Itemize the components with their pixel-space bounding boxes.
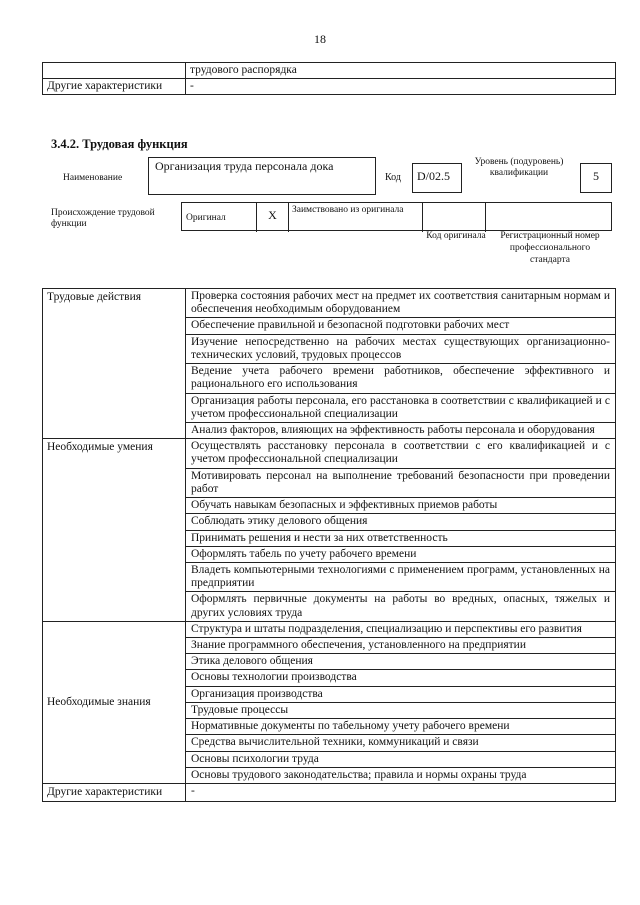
skills-item: Мотивировать персонал на выполнение требований безопасности при проведении работ [186, 468, 616, 497]
registration-caption: Регистрационный номер профессионального стандарта [500, 231, 600, 265]
knowledge-item: Основы технологии производства [186, 670, 616, 686]
actions-item: Ведение учета рабочего времени работников, обеспечение эффективного и рационального его использования [186, 364, 616, 393]
registration-number-cell [486, 203, 613, 232]
section-heading: 3.4.2. Трудовая функция [51, 137, 188, 151]
knowledge-item: Трудовые процессы [186, 702, 616, 718]
original-label: Оригинал [182, 203, 257, 232]
actions-category-label: Трудовые действия [43, 289, 186, 439]
table-row [43, 79, 616, 95]
table-row [43, 439, 616, 468]
skills-category-label: Необходимые умения [43, 439, 186, 622]
actions-item: Обеспечение правильной и безопасной подготовки рабочих мест [186, 318, 616, 334]
skills-item: Обучать навыкам безопасных и эффективных приемов работы [186, 498, 616, 514]
knowledge-item: Нормативные документы по табельному учету рабочего времени [186, 719, 616, 735]
table-row [43, 289, 616, 318]
borrowed-label: Заимствовано из оригинала [289, 203, 423, 232]
labor-function-table-body [43, 289, 616, 802]
knowledge-item: Знание программного обеспечения, установленного на предприятии [186, 638, 616, 654]
knowledge-item: Средства вычислительной техники, коммуникаций и связи [186, 735, 616, 751]
skills-item: Оформлять первичные документы на работы во вредных, опасных, тяжелых и других условиях труда [186, 592, 616, 621]
function-name-box: Организация труда персонала дока [148, 157, 376, 195]
code-label: Код [385, 172, 401, 183]
level-value-box: 5 [580, 163, 612, 193]
level-label: Уровень (подуровень) квалификации [474, 157, 564, 179]
table-row [43, 621, 616, 637]
skills-item: Соблюдать этику делового общения [186, 514, 616, 530]
skills-item: Владеть компьютерными технологиями с применением программ, установленных на предприятии [186, 562, 616, 591]
origin-row [181, 202, 612, 231]
other-characteristics-label: Другие характеристики [43, 79, 186, 95]
previous-function-table-continuation [42, 62, 616, 95]
other-characteristics-label: Другие характеристики [43, 784, 186, 802]
code-value-box: D/02.5 [412, 163, 462, 193]
knowledge-item: Структура и штаты подразделения, специализацию и перспективы его развития [186, 621, 616, 637]
code-original-caption: Код оригинала [426, 231, 486, 241]
labor-function-table [42, 288, 616, 802]
other-characteristics-value: - [186, 784, 616, 802]
code-original-cell [423, 203, 486, 232]
continuation-text: трудового распорядка [186, 63, 616, 79]
knowledge-item: Организация производства [186, 686, 616, 702]
page-number: 18 [314, 32, 326, 46]
skills-item: Принимать решения и нести за них ответственность [186, 530, 616, 546]
actions-item: Проверка состояния рабочих мест на предмет их соответствия санитарным нормам и обеспечения необходимым оборудованием [186, 289, 616, 318]
knowledge-item: Основы трудового законодательства; правила и нормы охраны труда [186, 767, 616, 783]
table-row [43, 63, 616, 79]
knowledge-category-label: Необходимые знания [43, 621, 186, 783]
table-row [43, 784, 616, 802]
actions-item: Изучение непосредственно на рабочих местах существующих организационно-технических условий, трудовых процессов [186, 334, 616, 363]
other-characteristics-value: - [186, 79, 616, 95]
name-label: Наименование [63, 173, 123, 183]
knowledge-item: Этика делового общения [186, 654, 616, 670]
actions-item: Анализ факторов, влияющих на эффективность работы персонала и оборудования [186, 422, 616, 438]
skills-item: Оформлять табель по учету рабочего времени [186, 546, 616, 562]
original-mark: X [257, 203, 289, 232]
table-cell-empty [43, 63, 186, 79]
actions-item: Организация работы персонала, его расстановка в соответствии с квалификацией и с учетом профессиональной специализации [186, 393, 616, 422]
knowledge-item: Основы психологии труда [186, 751, 616, 767]
skills-item: Осуществлять расстановку персонала в соответствии с его квалификацией и с учетом профессиональной специализации [186, 439, 616, 468]
origin-label: Происхождение трудовой функции [51, 208, 155, 230]
